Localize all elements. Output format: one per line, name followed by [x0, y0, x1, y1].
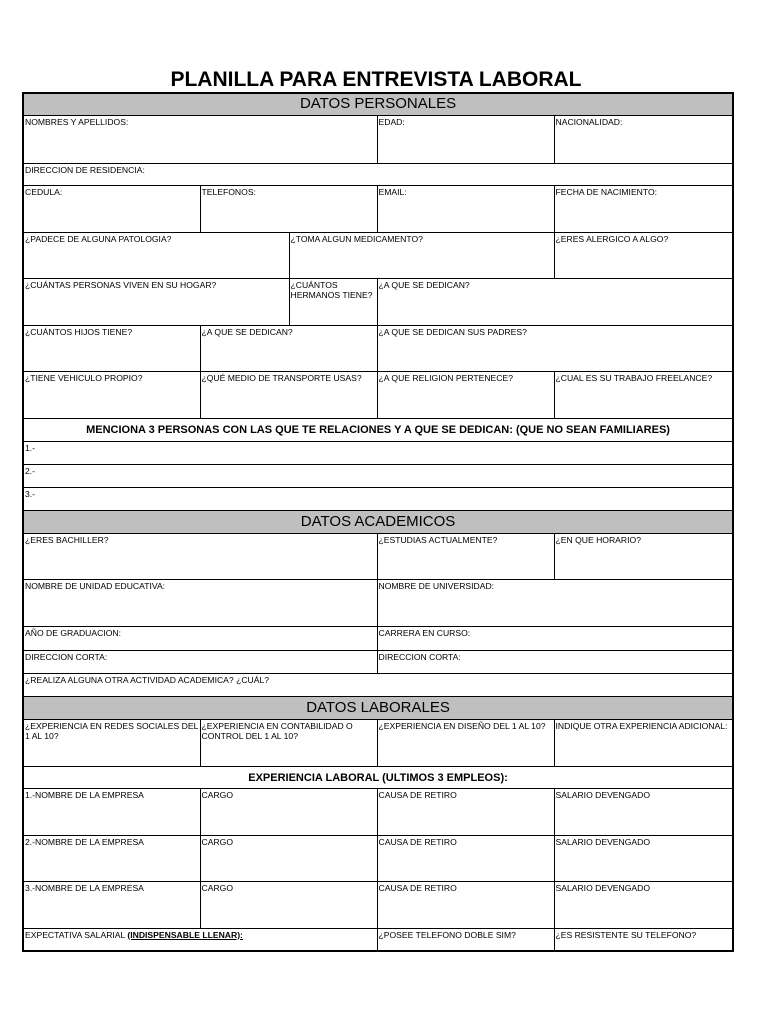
section-personal: DATOS PERSONALES — [23, 93, 733, 115]
field-fecha-nacimiento[interactable]: FECHA DE NACIMIENTO: — [554, 185, 733, 232]
field-direccion-corta-2[interactable]: DIRECCION CORTA: — [377, 650, 733, 673]
interview-form — [22, 92, 734, 952]
field-graduacion[interactable]: AÑO DE GRADUACION: — [23, 626, 377, 650]
field-empresa-1[interactable]: 1.-NOMBRE DE LA EMPRESA — [23, 788, 200, 835]
field-exp-contabilidad[interactable]: ¿EXPERIENCIA EN CONTABILIDAD O CONTROL DEL 1 AL 10? — [200, 719, 377, 766]
field-estudias[interactable]: ¿ESTUDIAS ACTUALMENTE? — [377, 533, 554, 579]
field-relacion-1[interactable]: 1.- — [23, 441, 733, 464]
experiencia-heading: EXPERIENCIA LABORAL (ULTIMOS 3 EMPLEOS): — [23, 766, 733, 788]
field-nacionalidad[interactable]: NACIONALIDAD: — [554, 115, 733, 163]
field-padres-dedican[interactable]: ¿A QUE SE DEDICAN SUS PADRES? — [377, 325, 733, 371]
field-cargo-1[interactable]: CARGO — [200, 788, 377, 835]
field-cargo-3[interactable]: CARGO — [200, 881, 377, 928]
field-direccion-corta-1[interactable]: DIRECCION CORTA: — [23, 650, 377, 673]
field-freelance[interactable]: ¿CUAL ES SU TRABAJO FREELANCE? — [554, 371, 733, 418]
field-exp-diseno[interactable]: ¿EXPERIENCIA EN DISEÑO DEL 1 AL 10? — [377, 719, 554, 766]
field-empresa-3[interactable]: 3.-NOMBRE DE LA EMPRESA — [23, 881, 200, 928]
field-otra-actividad[interactable]: ¿REALIZA ALGUNA OTRA ACTIVIDAD ACADEMICA? ¿CUÁL? — [23, 673, 733, 696]
field-salario-2[interactable]: SALARIO DEVENGADO — [554, 835, 733, 881]
field-email[interactable]: EMAIL: — [377, 185, 554, 232]
field-causa-2[interactable]: CAUSA DE RETIRO — [377, 835, 554, 881]
expectativa-label: EXPECTATIVA SALARIAL — [25, 929, 125, 940]
field-medicamento[interactable]: ¿TOMA ALGUN MEDICAMENTO? — [289, 232, 554, 278]
field-vehiculo[interactable]: ¿TIENE VEHICULO PROPIO? — [23, 371, 200, 418]
field-edad[interactable]: EDAD: — [377, 115, 554, 163]
field-hermanos[interactable]: ¿CUÁNTOS HERMANOS TIENE? — [289, 278, 377, 325]
page-title: PLANILLA PARA ENTREVISTA LABORAL — [170, 68, 582, 91]
field-patologia[interactable]: ¿PADECE DE ALGUNA PATOLOGIA? — [23, 232, 289, 278]
field-empresa-2[interactable]: 2.-NOMBRE DE LA EMPRESA — [23, 835, 200, 881]
field-universidad[interactable]: NOMBRE DE UNIVERSIDAD: — [377, 579, 733, 626]
field-cedula[interactable]: CEDULA: — [23, 185, 200, 232]
section-academicos: DATOS ACADEMICOS — [23, 510, 733, 533]
field-hijos-dedican[interactable]: ¿A QUE SE DEDICAN? — [200, 325, 377, 371]
field-doble-sim[interactable]: ¿POSEE TELEFONO DOBLE SIM? — [377, 928, 554, 951]
field-hijos[interactable]: ¿CUÁNTOS HIJOS TIENE? — [23, 325, 200, 371]
field-causa-3[interactable]: CAUSA DE RETIRO — [377, 881, 554, 928]
field-exp-adicional[interactable]: INDIQUE OTRA EXPERIENCIA ADICIONAL: — [554, 719, 733, 766]
field-exp-redes[interactable]: ¿EXPERIENCIA EN REDES SOCIALES DEL 1 AL 10? — [23, 719, 200, 766]
section-laborales: DATOS LABORALES — [23, 696, 733, 719]
field-personas-hogar[interactable]: ¿CUÁNTAS PERSONAS VIVEN EN SU HOGAR? — [23, 278, 289, 325]
field-causa-1[interactable]: CAUSA DE RETIRO — [377, 788, 554, 835]
field-religion[interactable]: ¿A QUE RELIGION PERTENECE? — [377, 371, 554, 418]
field-carrera[interactable]: CARRERA EN CURSO: — [377, 626, 733, 650]
relaciones-heading: MENCIONA 3 PERSONAS CON LAS QUE TE RELACIONES Y A QUE SE DEDICAN: (QUE NO SEAN FAMILIARES) — [23, 418, 733, 441]
field-salario-3[interactable]: SALARIO DEVENGADO — [554, 881, 733, 928]
field-relacion-2[interactable]: 2.- — [23, 464, 733, 487]
field-relacion-3[interactable]: 3.- — [23, 487, 733, 510]
field-direccion[interactable]: DIRECCION DE RESIDENCIA: — [23, 163, 733, 185]
field-cargo-2[interactable]: CARGO — [200, 835, 377, 881]
field-transporte[interactable]: ¿QUÉ MEDIO DE TRANSPORTE USAS? — [200, 371, 377, 418]
field-telefono-resistente[interactable]: ¿ES RESISTENTE SU TELEFONO? — [554, 928, 733, 951]
field-telefonos[interactable]: TELEFONOS: — [200, 185, 377, 232]
field-horario[interactable]: ¿EN QUE HORARIO? — [554, 533, 733, 579]
field-alergico[interactable]: ¿ERES ALERGICO A ALGO? — [554, 232, 733, 278]
indispensable-label: (INDISPENSABLE LLENAR): — [127, 929, 243, 940]
field-nombres[interactable]: NOMBRES Y APELLIDOS: — [23, 115, 377, 163]
field-unidad-educativa[interactable]: NOMBRE DE UNIDAD EDUCATIVA: — [23, 579, 377, 626]
field-hermanos-dedican[interactable]: ¿A QUE SE DEDICAN? — [377, 278, 733, 325]
field-expectativa-salarial[interactable] — [23, 928, 377, 951]
field-salario-1[interactable]: SALARIO DEVENGADO — [554, 788, 733, 835]
field-bachiller[interactable]: ¿ERES BACHILLER? — [23, 533, 377, 579]
